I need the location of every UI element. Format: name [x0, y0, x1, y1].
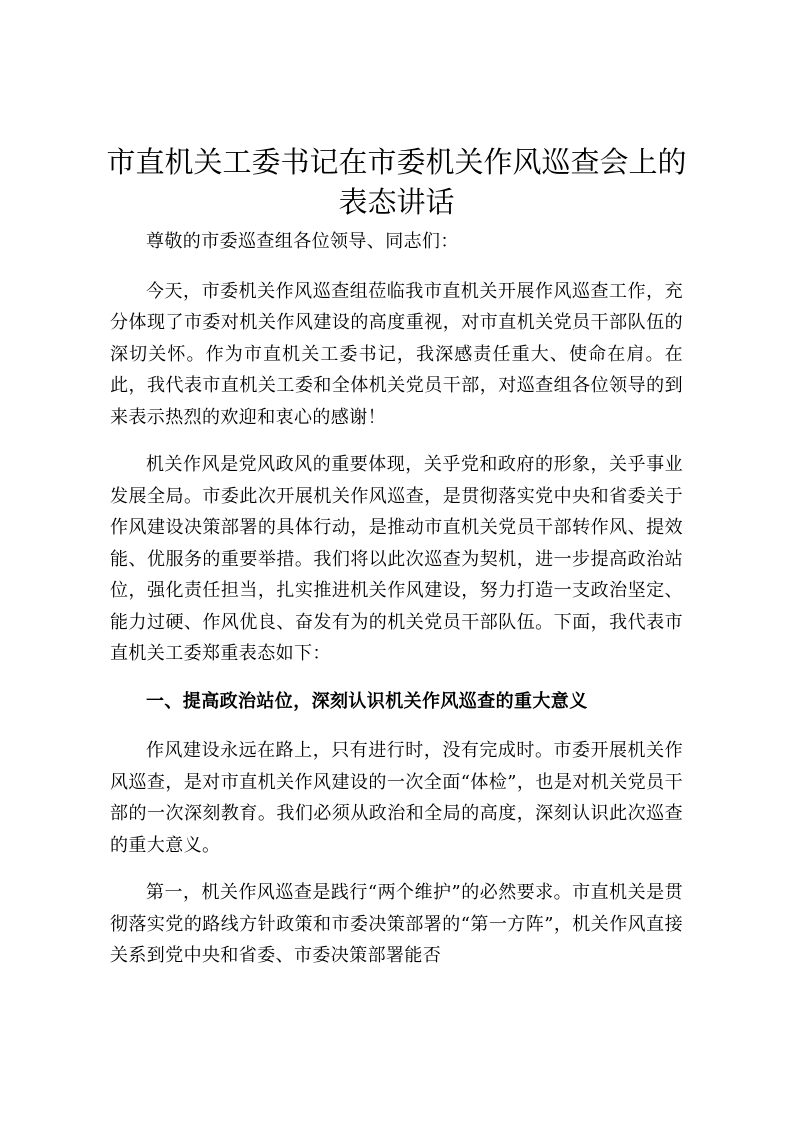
salutation: 尊敬的市委巡查组各位领导、同志们： — [146, 231, 459, 252]
paragraph-opening: 今天，市委机关作风巡查组莅临我市直机关开展作风巡查工作，充分体现了市委对机关作风建设的高度重视，对市直机关党员干部队伍的深切关怀。作为市直机关工委书记，我深感责任重大、使命在肩。在此，我代表市直机关工委和全体机关党员干部，对巡查组各位领导的到来表示热烈的欢迎和衷心的感谢！ — [110, 280, 683, 428]
title-line-1: 市直机关工委书记在市委机关作风巡查会上的 — [106, 145, 687, 179]
section-paragraph-1: 作风建设永远在路上，只有进行时，没有完成时。市委开展机关作风巡查，是对市直机关作风建设的一次全面“体检”，也是对机关党员干部的一次深刻教育。我们必须从政治和全局的高度，深刻认识此次巡查的重大意义。 — [110, 740, 683, 856]
document-body — [110, 226, 683, 988]
section-heading: 一、提高政治站位，深刻认识机关作风巡查的重大意义 — [146, 690, 588, 712]
document-title — [100, 142, 693, 222]
title-line-2: 表态讲话 — [338, 185, 455, 219]
paragraph-significance: 机关作风是党风政风的重要体现，关乎党和政府的形象，关乎事业发展全局。市委此次开展机关作风巡查，是贯彻落实党中央和省委关于作风建设决策部署的具体行动，是推动市直机关党员干部转作风、提效能、优服务的重要举措。我们将以此次巡查为契机，进一步提高政治站位，强化责任担当，扎实推进机关作风建设，努力打造一支政治坚定、能力过硬、作风优良、奋发有为的机关党员干部队伍。下面，我代表市直机关工委郑重表态如下： — [110, 454, 683, 664]
section-paragraph-2: 第一，机关作风巡查是践行“两个维护”的必然要求。市直机关是贯彻落实党的路线方针政策和市委决策部署的“第一方阵”，机关作风直接关系到党中央和省委、市委决策部署能否 — [110, 882, 683, 966]
